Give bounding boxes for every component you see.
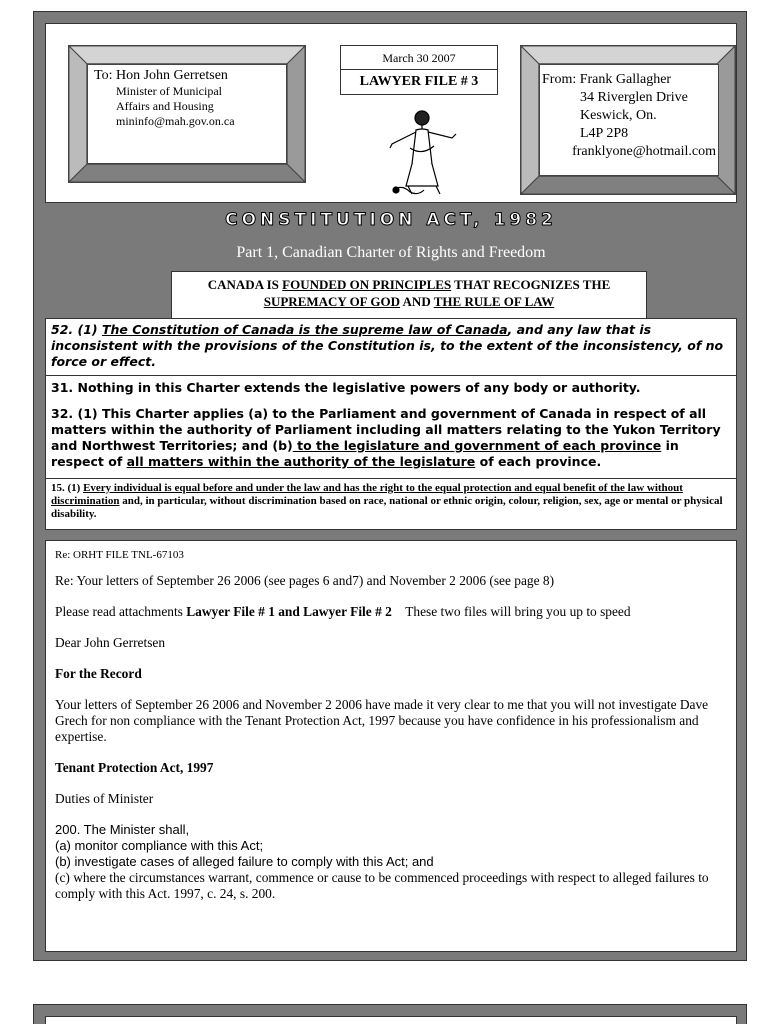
sender-box [520, 45, 736, 195]
body-paragraph: Your letters of September 26 2006 and November 2 2006 have made it very clear to me that you will not investigate Dave Grech for non compliance with the Tenant Protection Act, 1997 because you have confidence in his professionalism and expertise. [55, 697, 709, 744]
sender-postal: L4P 2P8 [580, 126, 629, 141]
attachments-note [55, 604, 727, 620]
section-text: all matters within the authority of the legislature [126, 454, 476, 469]
section-200-b: (b) investigate cases of alleged failure to comply with this Act; and [55, 854, 434, 869]
section-text: The Constitution of Canada is the supreme law of Canada [101, 322, 508, 337]
founded-text: AND [400, 294, 434, 309]
sender-email: franklyone@hotmail.com [572, 144, 716, 159]
letter-date: March 30 2007 [341, 46, 497, 70]
section-31: 31. Nothing in this Charter extends the legislative powers of any body or authority. [51, 380, 641, 395]
file-label: LAWYER FILE # 3 [359, 74, 479, 89]
page-1 [33, 11, 747, 961]
attachments-text: These two files will bring you up to speed [405, 604, 631, 619]
recipient-ministry: Affairs and Housing [116, 99, 214, 113]
section-text: Every individual is equal before and under the law and has the right to the equal protection and equal benefit of the law without discrimination [51, 482, 683, 507]
section-text: of each province. [475, 454, 602, 469]
section-15 [45, 478, 737, 530]
file-reference: Re: ORHT FILE TNL-67103 [55, 549, 184, 561]
section-200-c: (c) where the circumstances warrant, commence or cause to be commenced proceedings with respect to alleged failures to comply with this Act. 1997, c. 24, s. 200. [55, 870, 709, 901]
act-title: CONSTITUTION ACT, 1982 [225, 210, 557, 230]
recipient-title: Minister of Municipal [116, 84, 222, 98]
recipient-email: mininfo@mah.gov.on.ca [116, 114, 235, 128]
jesus-figure-icon [382, 104, 462, 200]
section-text: , and any law that is inconsistent with the provisions of the Constitution is, to the extent of the inconsistency, of no force or effect. [51, 322, 724, 369]
founded-text: FOUNDED ON PRINCIPLES [282, 277, 452, 292]
founded-text: CANADA IS [207, 277, 283, 292]
section-text: and, in particular, without discrimination based on race, national or ethnic origin, colour, religion, sex, age or mental or physical disability. [51, 495, 723, 520]
section-31-32 [45, 375, 737, 479]
duties-heading: Duties of Minister [55, 791, 154, 806]
section-text: in respect of [51, 438, 679, 469]
recipient-box [68, 45, 306, 183]
section-text: 15. (1) [51, 482, 84, 494]
date-file-box [340, 45, 498, 95]
section-200: 200. The Minister shall, [55, 822, 190, 837]
sender-name: From: Frank Gallagher [542, 72, 672, 87]
recipient-name: To: Hon John Gerretsen [94, 68, 228, 83]
section-52 [45, 318, 737, 376]
page-2-top [33, 1004, 747, 1024]
page-2-box [45, 1016, 737, 1024]
salutation: Dear John Gerretsen [55, 635, 166, 650]
section-text: 32. (1) This Charter applies (a) to the Parliament and government of Canada in respect of all matters within the authority of Parliament including all matters relating to the Yukon Territory and Northwest Territories; and (b) [51, 406, 721, 453]
section-200-a: (a) monitor compliance with this Act; [55, 838, 264, 853]
founded-principles-box [171, 271, 647, 319]
founded-text: THE RULE OF LAW [433, 294, 555, 309]
section-text: to the legislature and government of each province [292, 438, 662, 453]
tpa-heading: Tenant Protection Act, 1997 [55, 760, 214, 775]
founded-text: SUPREMACY OF GOD [263, 294, 401, 309]
founded-text: THAT RECOGNIZES THE [451, 277, 611, 292]
attachments-text: Please read attachments [55, 604, 187, 619]
letter-body [45, 540, 737, 952]
section-32 [51, 406, 731, 470]
attachments-files: Lawyer File # 1 and Lawyer File # 2 [186, 604, 392, 619]
sender-street: 34 Riverglen Drive [580, 90, 688, 105]
re-letters: Re: Your letters of September 26 2006 (see pages 6 and7) and November 2 2006 (see page 8) [55, 573, 555, 588]
sender-city: Keswick, On. [580, 108, 657, 123]
for-the-record-heading: For the Record [55, 666, 142, 681]
letter-header [45, 23, 737, 203]
section-text: 52. (1) [51, 322, 102, 337]
part-title: Part 1, Canadian Charter of Rights and Freedom [236, 244, 546, 261]
